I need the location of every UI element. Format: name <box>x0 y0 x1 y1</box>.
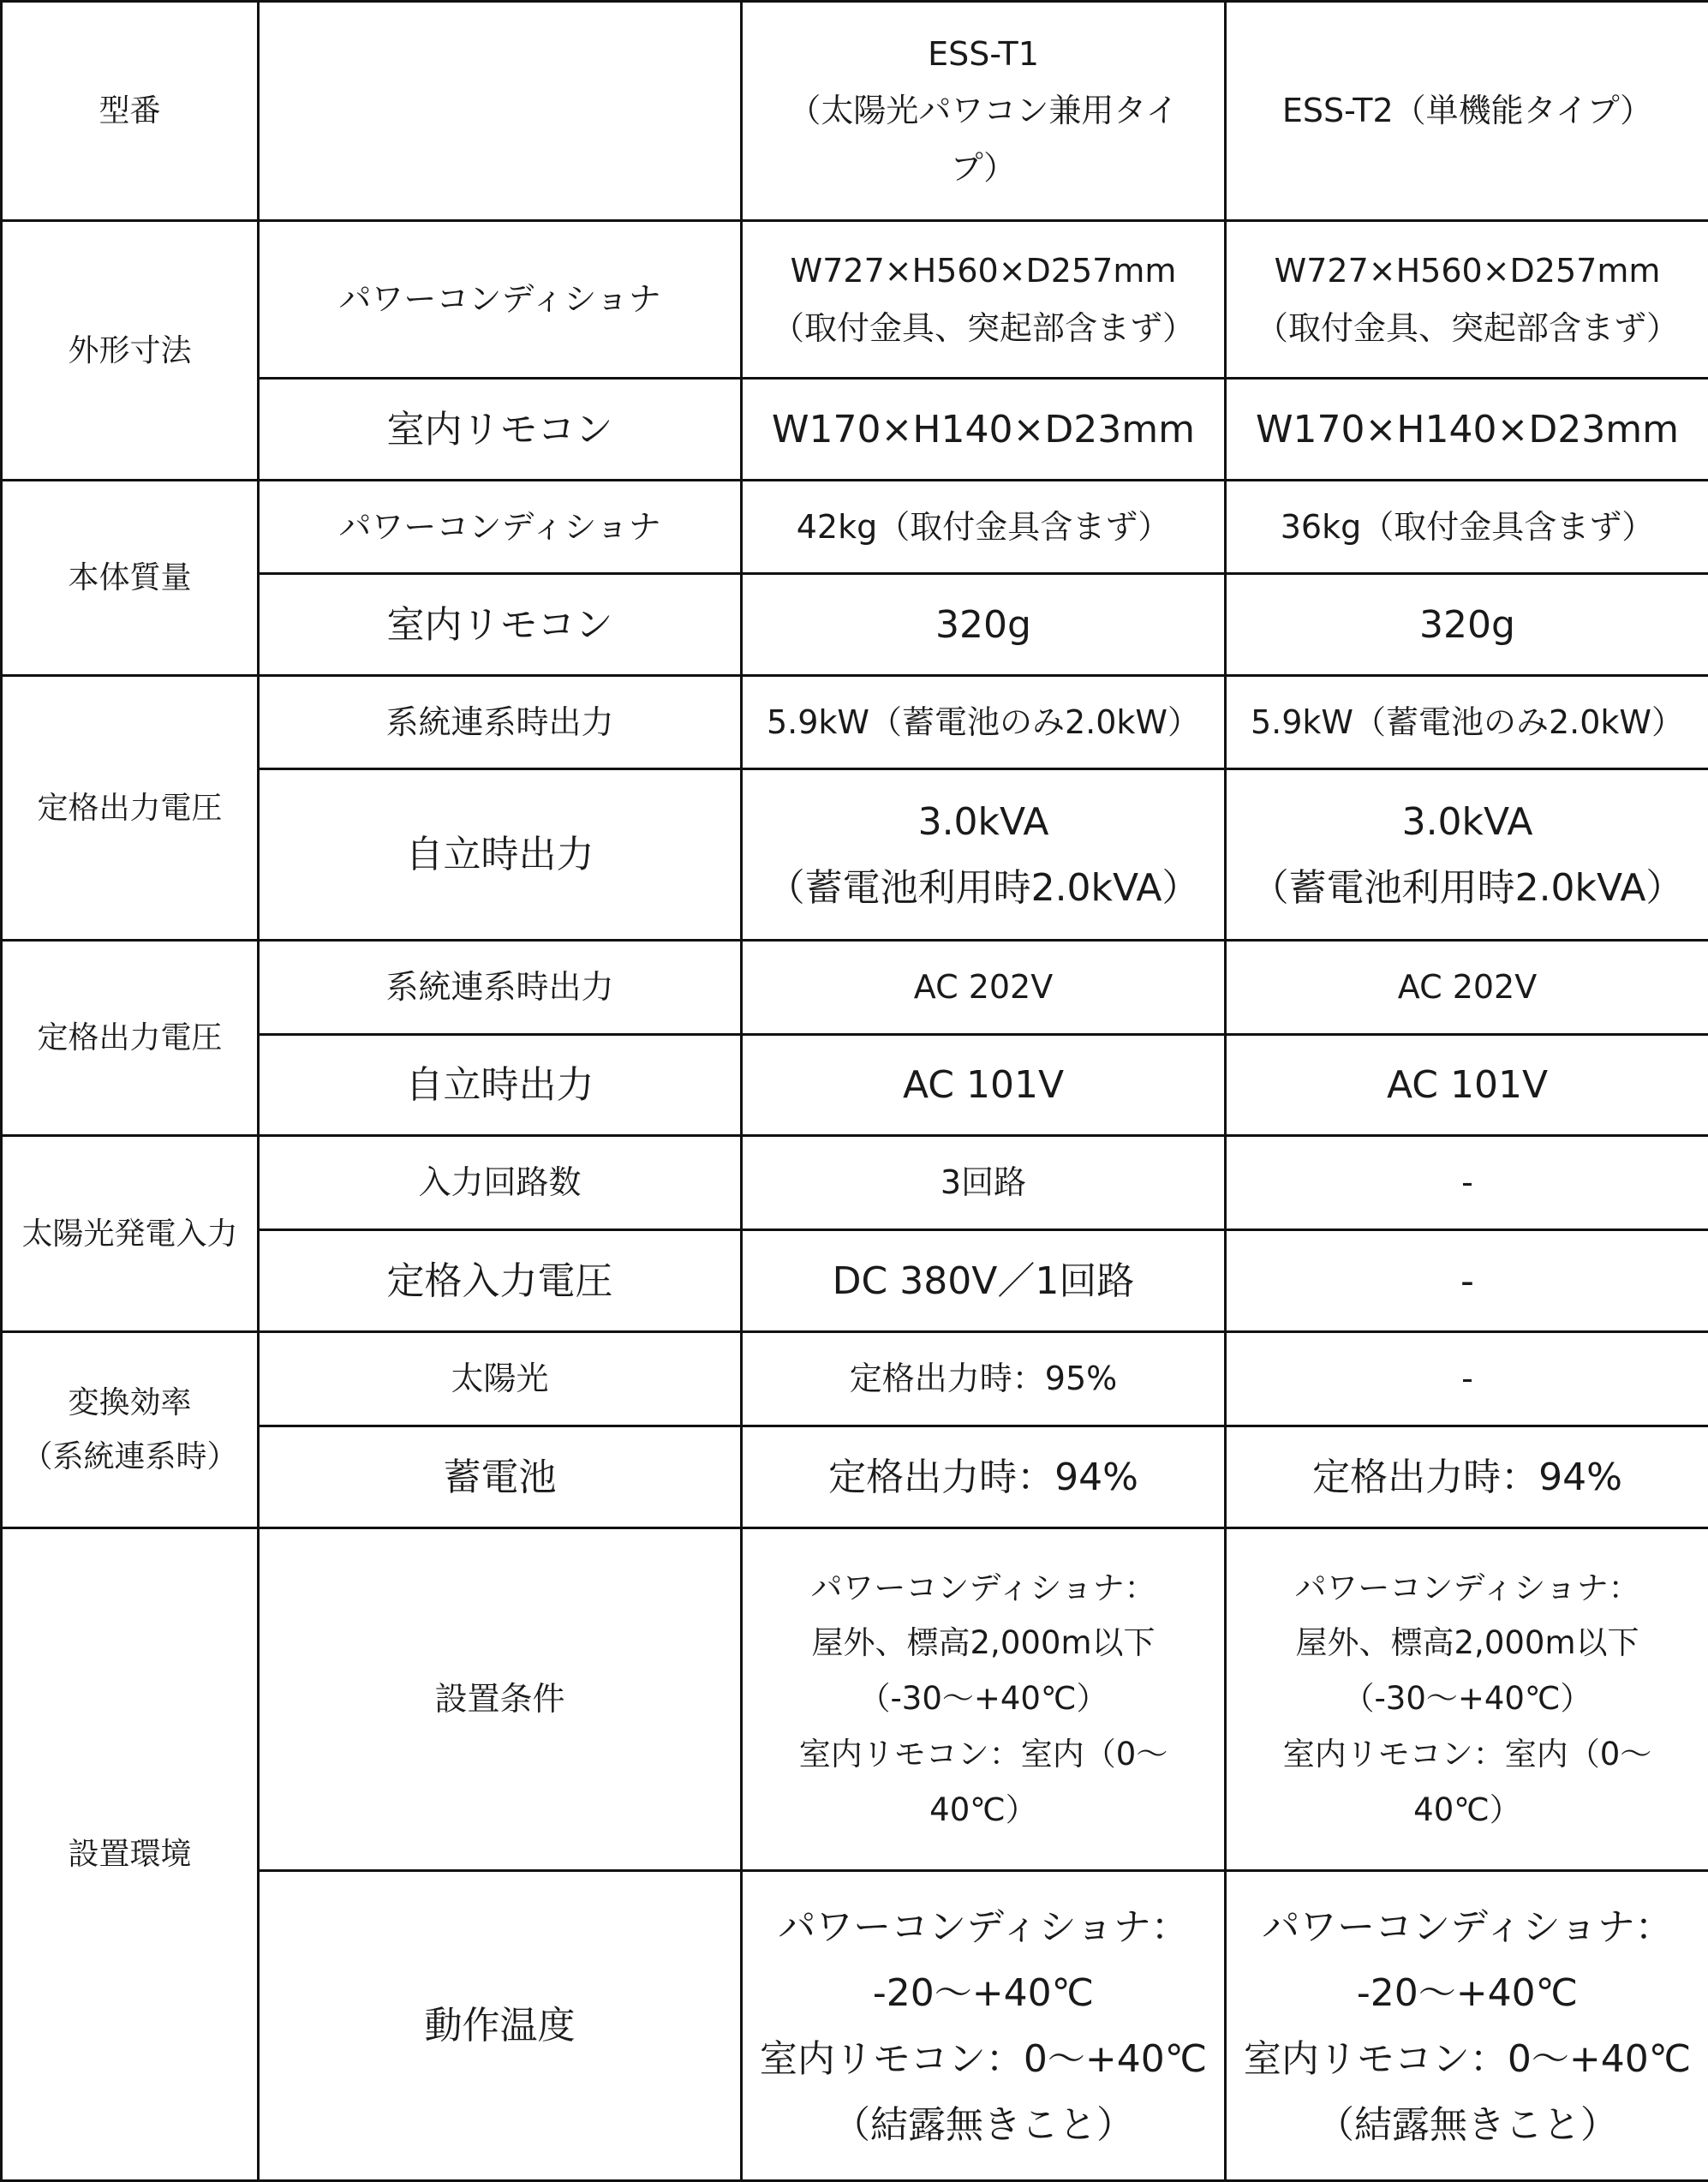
value-cell: 42kg（取付金具含まず） <box>742 481 1226 574</box>
value-cell: W170×H140×D23mm <box>1226 379 1708 481</box>
table-row <box>2 676 1708 769</box>
value-cell: パワーコンディショナ： -20～+40℃ 室内リモコン：0～+40℃ （結露無きこと） <box>1226 1871 1708 2181</box>
value-cell: W727×H560×D257mm （取付金具、突起部含まず） <box>742 221 1226 379</box>
value-cell: - <box>1226 1332 1708 1426</box>
item-label: 系統連系時出力 <box>259 676 742 769</box>
value-cell: パワーコンディショナ： 屋外、標高2,000m以下 （-30～+40℃） 室内リモコン：室内（0～ 40℃） <box>1226 1528 1708 1871</box>
value-cell: 320g <box>1226 574 1708 676</box>
header-ess-t2: ESS-T2（単機能タイプ） <box>1226 2 1708 221</box>
value-cell: パワーコンディショナ： -20～+40℃ 室内リモコン：0～+40℃ （結露無きこと） <box>742 1871 1226 2181</box>
value-cell: - <box>1226 1230 1708 1332</box>
value-cell: AC 202V <box>742 941 1226 1035</box>
header-blank-cell <box>259 2 742 221</box>
table-row <box>2 1136 1708 1230</box>
value-cell: 3.0kVA （蓄電池利用時2.0kVA） <box>742 769 1226 941</box>
value-cell: DC 380V／1回路 <box>742 1230 1226 1332</box>
value-cell: 定格出力時：94% <box>1226 1426 1708 1528</box>
category-dimensions: 外形寸法 <box>2 221 259 481</box>
item-label: 太陽光 <box>259 1332 742 1426</box>
value-cell: 3回路 <box>742 1136 1226 1230</box>
value-cell: AC 101V <box>1226 1035 1708 1136</box>
item-label: 自立時出力 <box>259 769 742 941</box>
item-label: 自立時出力 <box>259 1035 742 1136</box>
category-pv-input: 太陽光発電入力 <box>2 1136 259 1332</box>
item-label: 定格入力電圧 <box>259 1230 742 1332</box>
table-row <box>2 1332 1708 1426</box>
item-label: パワーコンディショナ <box>259 481 742 574</box>
header-ess-t1: ESS-T1 （太陽光パワコン兼用タイ プ） <box>742 2 1226 221</box>
category-installation-environment: 設置環境 <box>2 1528 259 2181</box>
value-cell: 36kg（取付金具含まず） <box>1226 481 1708 574</box>
item-label: 室内リモコン <box>259 574 742 676</box>
value-cell: 3.0kVA （蓄電池利用時2.0kVA） <box>1226 769 1708 941</box>
value-cell: 定格出力時：94% <box>742 1426 1226 1528</box>
value-cell: 320g <box>742 574 1226 676</box>
item-label: パワーコンディショナ <box>259 221 742 379</box>
item-label: 入力回路数 <box>259 1136 742 1230</box>
header-model-label: 型番 <box>2 2 259 221</box>
value-cell: - <box>1226 1136 1708 1230</box>
category-rated-voltage: 定格出力電圧 <box>2 941 259 1136</box>
item-label: 系統連系時出力 <box>259 941 742 1035</box>
value-cell: 定格出力時：95% <box>742 1332 1226 1426</box>
value-cell: パワーコンディショナ： 屋外、標高2,000m以下 （-30～+40℃） 室内リモコン：室内（0～ 40℃） <box>742 1528 1226 1871</box>
value-cell: 5.9kW（蓄電池のみ2.0kW） <box>742 676 1226 769</box>
value-cell: AC 202V <box>1226 941 1708 1035</box>
category-mass: 本体質量 <box>2 481 259 676</box>
category-conversion-efficiency: 変換効率 （系統連系時） <box>2 1332 259 1528</box>
header-row <box>2 2 1708 221</box>
table-row <box>2 1528 1708 1871</box>
value-cell: AC 101V <box>742 1035 1226 1136</box>
item-label: 動作温度 <box>259 1871 742 2181</box>
item-label: 設置条件 <box>259 1528 742 1871</box>
table-row <box>2 221 1708 379</box>
value-cell: 5.9kW（蓄電池のみ2.0kW） <box>1226 676 1708 769</box>
item-label: 室内リモコン <box>259 379 742 481</box>
item-label: 蓄電池 <box>259 1426 742 1528</box>
value-cell: W727×H560×D257mm （取付金具、突起部含まず） <box>1226 221 1708 379</box>
value-cell: W170×H140×D23mm <box>742 379 1226 481</box>
category-rated-output: 定格出力電圧 <box>2 676 259 941</box>
table-row <box>2 481 1708 574</box>
table-row <box>2 941 1708 1035</box>
